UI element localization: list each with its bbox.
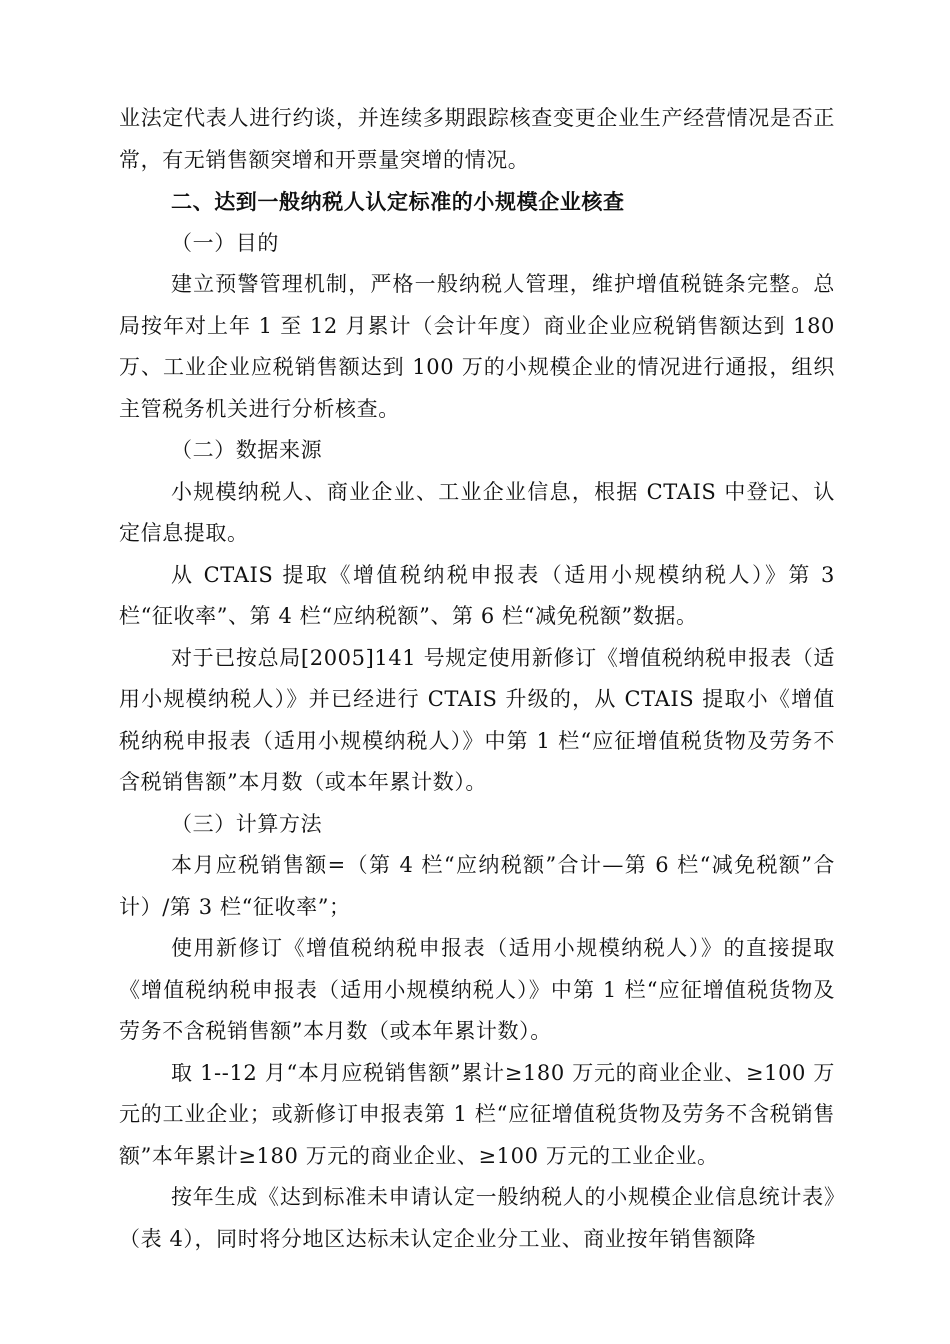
section-heading-2: 二、达到一般纳税人认定标准的小规模企业核查: [171, 189, 625, 214]
paragraph-calculation-4: 按年生成《达到标准未申请认定一般纳税人的小规模企业信息统计表》（表 4），同时将分地区达标未认定企业分工业、商业按年销售额降: [119, 1185, 835, 1251]
paragraph-data-source-3: 对于已按总局[2005]141 号规定使用新修订《增值税纳税申报表（适用小规模纳税人）》并已经进行 CTAIS 升级的，从 CTAIS 提取小《增值税纳税申报表（适用小规模纳税人）》中第 1 栏“应征增值税货物及劳务不含税销售额”本月数（或本年累计数）。: [119, 645, 835, 794]
paragraph-data-source-1: 小规模纳税人、商业企业、工业企业信息，根据 CTAIS 中登记、认定信息提取。: [119, 479, 835, 545]
subheading-data-source: （二）数据来源: [171, 438, 323, 462]
paragraph-purpose: 建立预警管理机制，严格一般纳税人管理，维护增值税链条完整。总局按年对上年 1 至 12 月累计（会计年度）商业企业应税销售额达到 180 万、工业企业应税销售额达到 100 万的小规模企业的情况进行通报，组织主管税务机关进行分析核查。: [119, 272, 835, 421]
paragraph-calculation-1: 本月应税销售额=（第 4 栏“应纳税额”合计—第 6 栏“减免税额”合计）/第 3 栏“征收率”；: [119, 853, 835, 919]
subheading-purpose: （一）目的: [171, 230, 279, 255]
subheading-calculation: （三）计算方法: [171, 811, 323, 836]
paragraph-data-source-2: 从 CTAIS 提取《增值税纳税申报表（适用小规模纳税人）》第 3 栏“征收率”、第 4 栏“应纳税额”、第 6 栏“减免税额”数据。: [119, 562, 835, 628]
paragraph-calculation-3: 取 1--12 月“本月应税销售额”累计≥180 万元的商业企业、≥100 万元的工业企业；或新修订申报表第 1 栏“应征增值税货物及劳务不含税销售额”本年累计≥180 万元的商业企业、≥100 万元的工业企业。: [119, 1060, 835, 1168]
paragraph-calculation-2: 使用新修订《增值税纳税申报表（适用小规模纳税人）》的直接提取《增值税纳税申报表（适用小规模纳税人）》中第 1 栏“应征增值税货物及劳务不含税销售额”本月数（或本年累计数）。: [119, 936, 835, 1043]
paragraph-continuation: 业法定代表人进行约谈，并连续多期跟踪核查变更企业生产经营情况是否正常，有无销售额突增和开票量突增的情况。: [119, 106, 835, 172]
document-body: [119, 98, 835, 1260]
